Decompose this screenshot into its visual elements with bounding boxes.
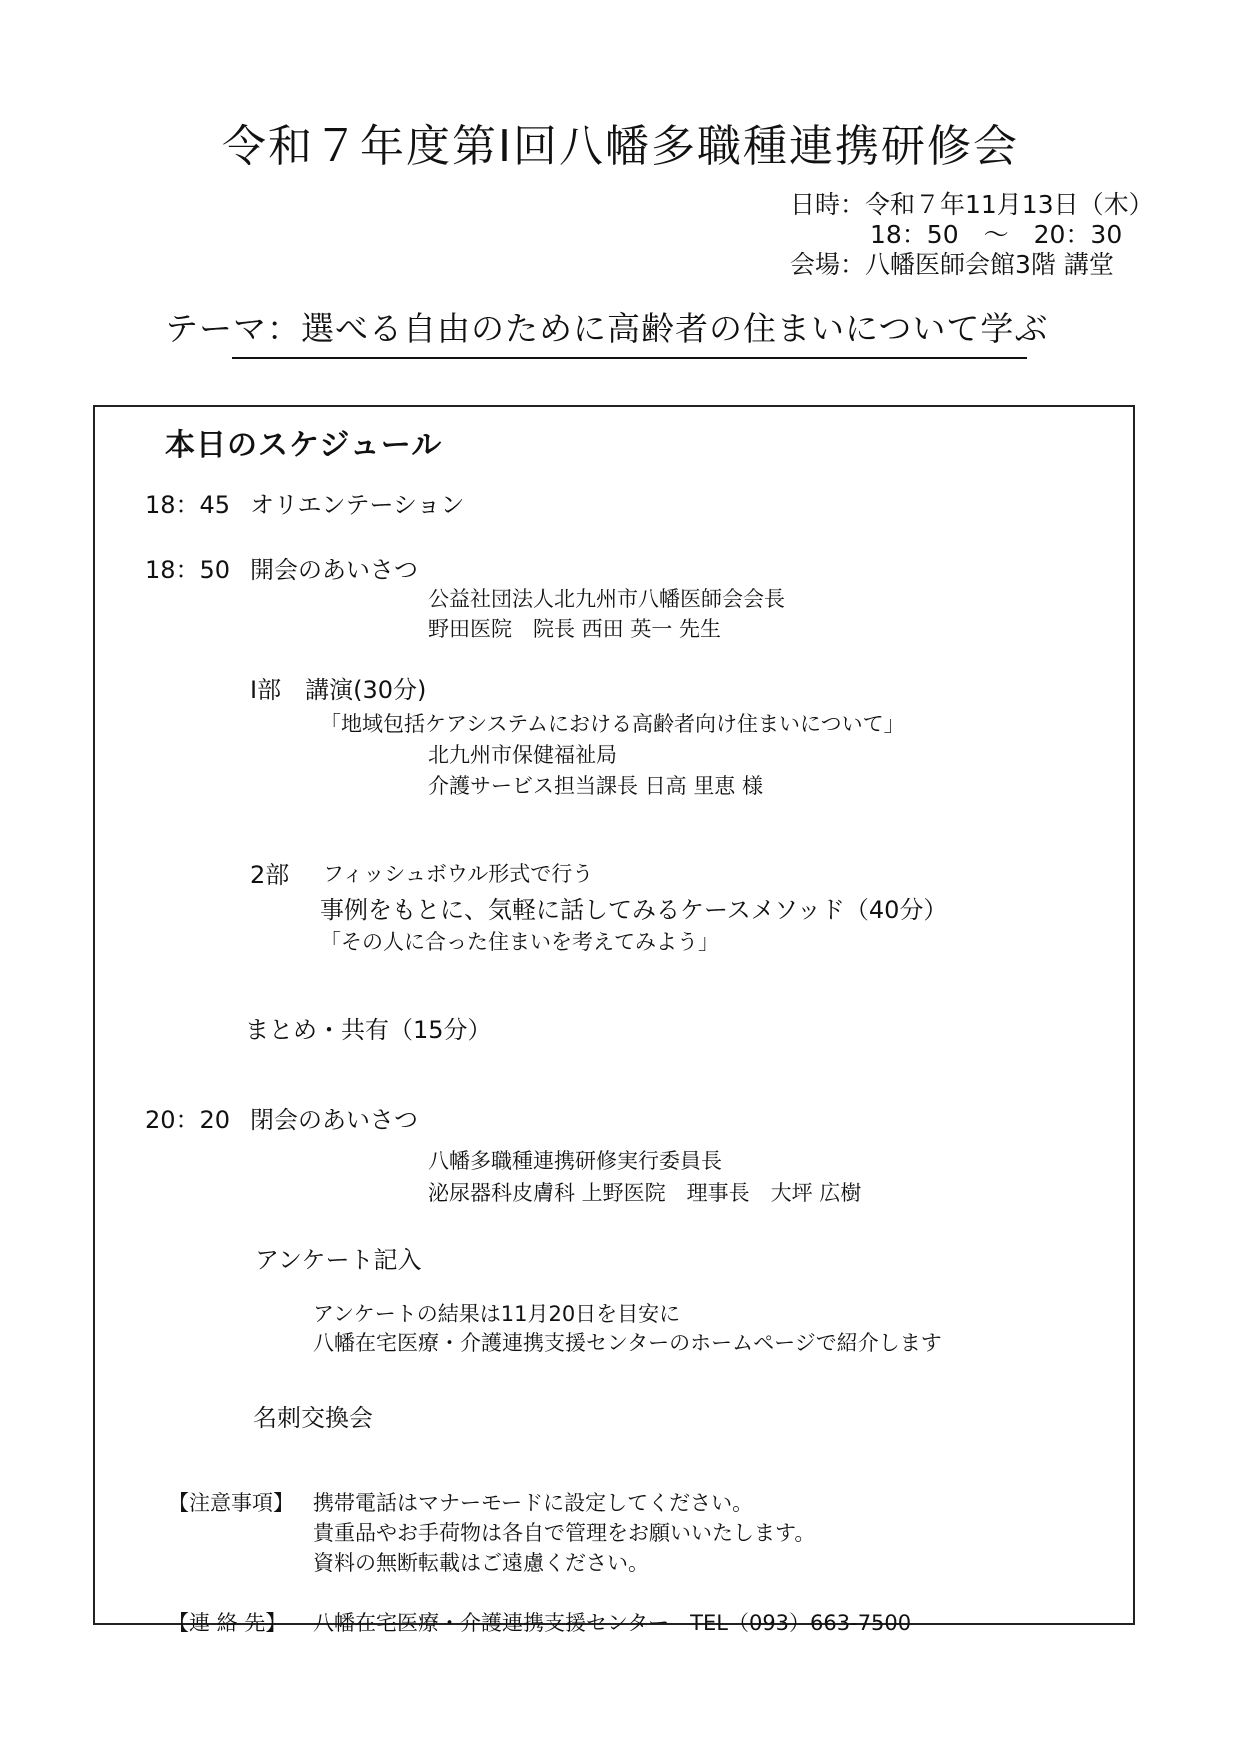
survey-label: アンケート記入 <box>255 1246 422 1274</box>
notes-label: 【注意事項】 <box>168 1491 294 1515</box>
notes-line3: 資料の無断転載はご遠慮ください。 <box>313 1551 649 1575</box>
opening-time: 18：50 <box>145 556 231 584</box>
orientation-time: 18：45 <box>145 491 231 519</box>
event-time: 18：50 ～ 20：30 <box>870 220 1123 249</box>
notes-line2: 貴重品やお手荷物は各自で管理をお願いいたします。 <box>313 1521 816 1545</box>
theme: テーマ：選べる自由のために高齢者の住まいについて学ぶ <box>165 309 1049 348</box>
event-date: 日時：令和７年11月13日（木） <box>790 190 1154 219</box>
part1-speaker-org: 北九州市保健福祉局 <box>428 743 617 767</box>
closing-label: 閉会のあいさつ <box>250 1106 418 1134</box>
page-title: 令和７年度第Ⅰ回八幡多職種連携研修会 <box>222 121 1019 172</box>
opening-speaker-org: 公益社団法人北九州市八幡医師会会長 <box>428 587 785 611</box>
contact-label: 【連 絡 先】 <box>168 1611 287 1635</box>
opening-speaker-name: 野田医院 院長 西田 英一 先生 <box>428 617 722 641</box>
part1-label: Ⅰ部 講演(30分) <box>250 676 427 704</box>
part1-topic: 「地域包括ケアシステムにおける高齢者向け住まいについて」 <box>320 712 905 736</box>
closing-time: 20：20 <box>145 1106 231 1134</box>
theme-underline <box>232 357 1027 359</box>
part2-label: 2部 <box>250 861 290 889</box>
part1-speaker-name: 介護サービス担当課長 日高 里恵 様 <box>428 774 764 798</box>
closing-speaker-org: 八幡多職種連携研修実行委員長 <box>428 1149 722 1173</box>
schedule-heading: 本日のスケジュール <box>165 428 443 463</box>
part2-topic: 「その人に合った住まいを考えてみよう」 <box>320 930 719 954</box>
orientation-label: オリエンテーション <box>250 491 465 519</box>
exchange-label: 名刺交換会 <box>253 1404 373 1432</box>
survey-line2: 八幡在宅医療・介護連携支援センターのホームページで紹介します <box>313 1331 942 1355</box>
summary-label: まとめ・共有（15分） <box>245 1016 492 1044</box>
opening-label: 開会のあいさつ <box>250 556 418 584</box>
closing-speaker-name: 泌尿器科皮膚科 上野医院 理事長 大坪 広樹 <box>428 1181 862 1205</box>
contact-text: 八幡在宅医療・介護連携支援センター TEL（093）663-7500 <box>313 1611 912 1635</box>
survey-line1: アンケートの結果は11月20日を目安に <box>313 1302 681 1326</box>
notes-line1: 携帯電話はマナーモードに設定してください。 <box>313 1491 754 1515</box>
event-venue: 会場：八幡医師会館3階 講堂 <box>790 250 1114 279</box>
part2-format: フィッシュボウル形式で行う <box>323 862 594 886</box>
part2-desc: 事例をもとに、気軽に話してみるケースメソッド（40分） <box>320 896 948 924</box>
